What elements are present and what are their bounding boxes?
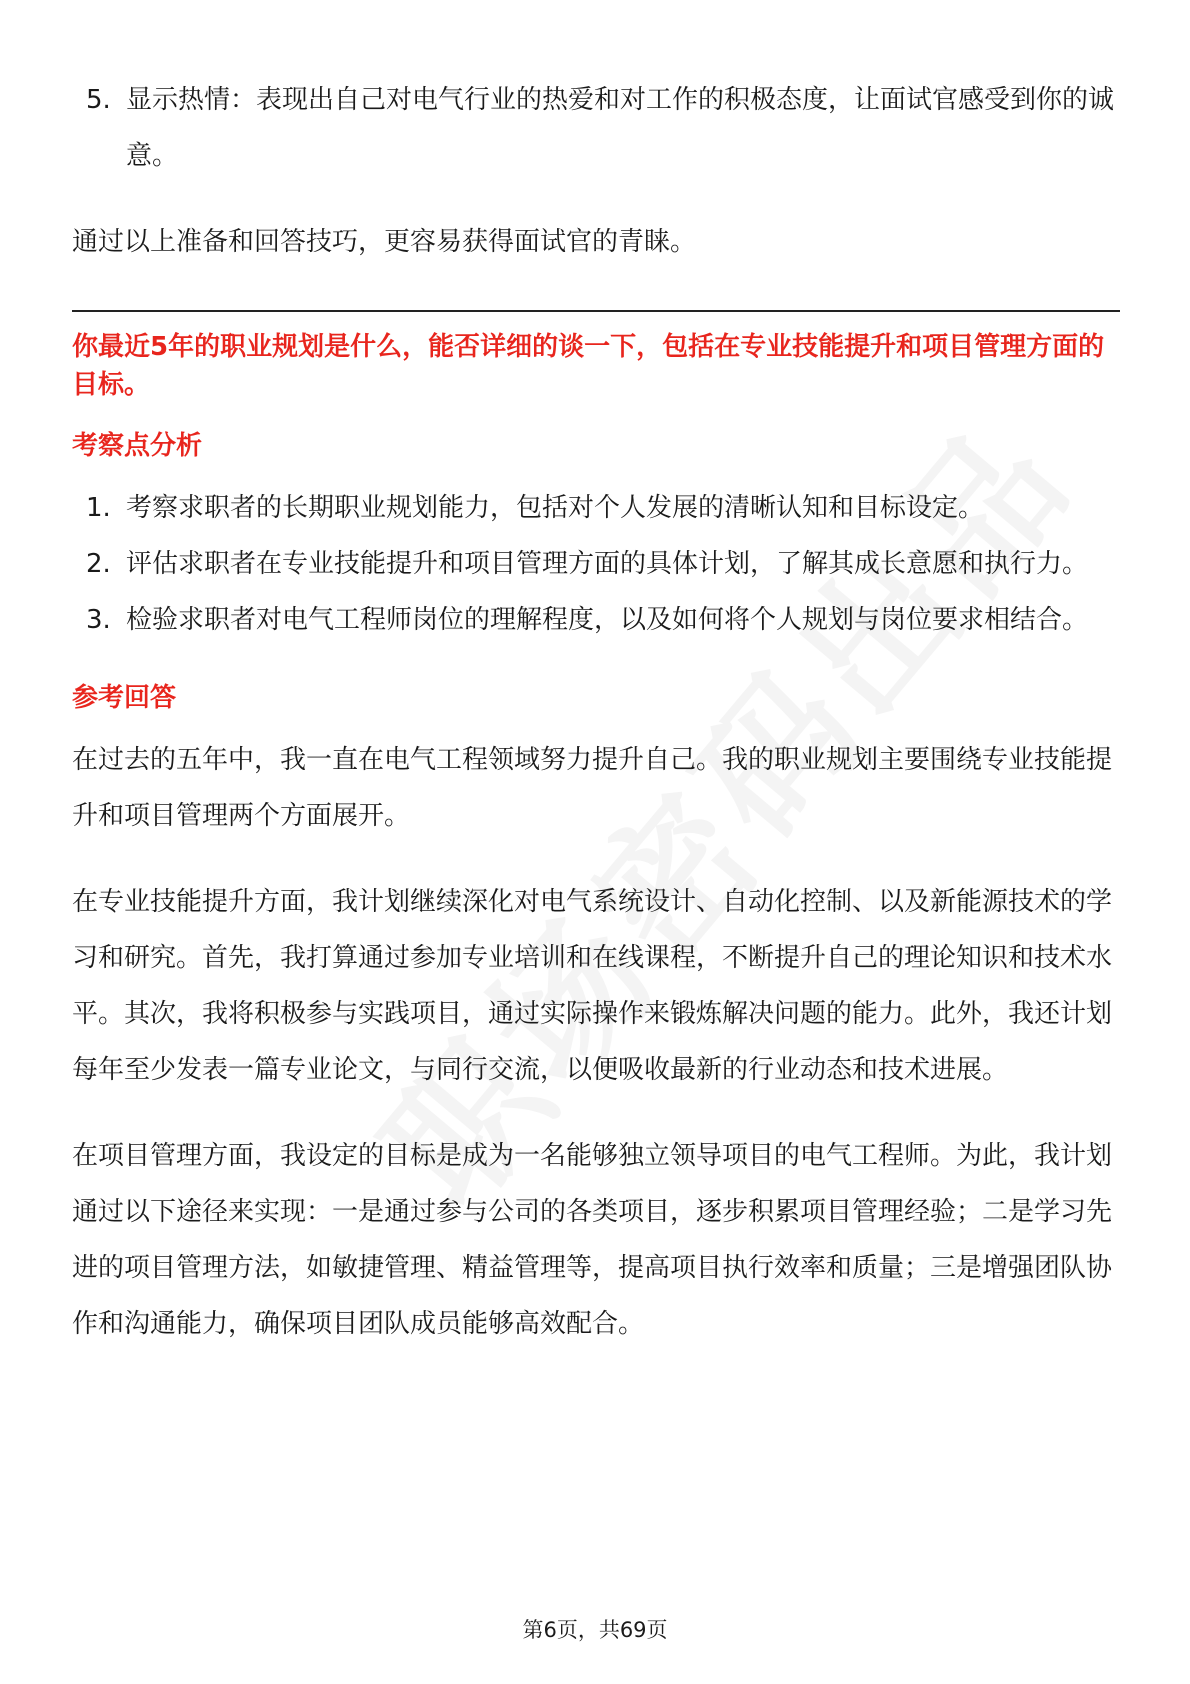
section-divider: [72, 310, 1120, 312]
list-item-number: 5.: [86, 85, 111, 115]
answer-paragraph: 在项目管理方面，我设定的目标是成为一名能够独立领导项目的电气工程师。为此，我计划通过以下途径来实现：一是通过参与公司的各类项目，逐步积累项目管理经验；二是学习先进的项目管理方法，如敏捷管理、精益管理等，提高项目执行效率和质量；三是增强团队协作和沟通能力，确保项目团队成员能够高效配合。: [72, 1141, 1113, 1339]
list-item-text: 检验求职者对电气工程师岗位的理解程度，以及如何将个人规划与岗位要求相结合。: [126, 605, 1089, 635]
list-item-number: 3.: [86, 605, 111, 635]
list-item-text: 考察求职者的长期职业规划能力，包括对个人发展的清晰认知和目标设定。: [126, 493, 985, 523]
intro-list: [72, 72, 1120, 184]
list-item-text: 评估求职者在专业技能提升和项目管理方面的具体计划，了解其成长意愿和执行力。: [126, 549, 1089, 579]
analysis-title: 考察点分析: [72, 431, 203, 461]
list-item-number: 2.: [86, 549, 111, 579]
list-item: [72, 72, 1120, 184]
intro-conclusion: 通过以上准备和回答技巧，更容易获得面试官的青睐。: [72, 227, 697, 257]
page-content: [72, 72, 1120, 1352]
question-heading: 你最近5年的职业规划是什么，能否详细的谈一下，包括在专业技能提升和项目管理方面的目标。: [72, 332, 1105, 400]
list-item: [72, 480, 1120, 536]
page-footer: 第6页，共69页: [522, 1618, 668, 1642]
analysis-list: [72, 480, 1120, 648]
answer-paragraph: 在专业技能提升方面，我计划继续深化对电气系统设计、自动化控制、以及新能源技术的学习和研究。首先，我打算通过参加专业培训和在线课程，不断提升自己的理论知识和技术水平。其次，我将积极参与实践项目，通过实际操作来锻炼解决问题的能力。此外，我还计划每年至少发表一篇专业论文，与同行交流，以便吸收最新的行业动态和技术进展。: [72, 887, 1113, 1085]
answer-title: 参考回答: [72, 683, 177, 713]
list-item-text: 显示热情：表现出自己对电气行业的热爱和对工作的积极态度，让面试官感受到你的诚意。: [126, 85, 1115, 171]
list-item: [72, 592, 1120, 648]
list-item-number: 1.: [86, 493, 111, 523]
list-item: [72, 536, 1120, 592]
answer-paragraph: 在过去的五年中，我一直在电气工程领域努力提升自己。我的职业规划主要围绕专业技能提升和项目管理两个方面展开。: [72, 745, 1113, 831]
